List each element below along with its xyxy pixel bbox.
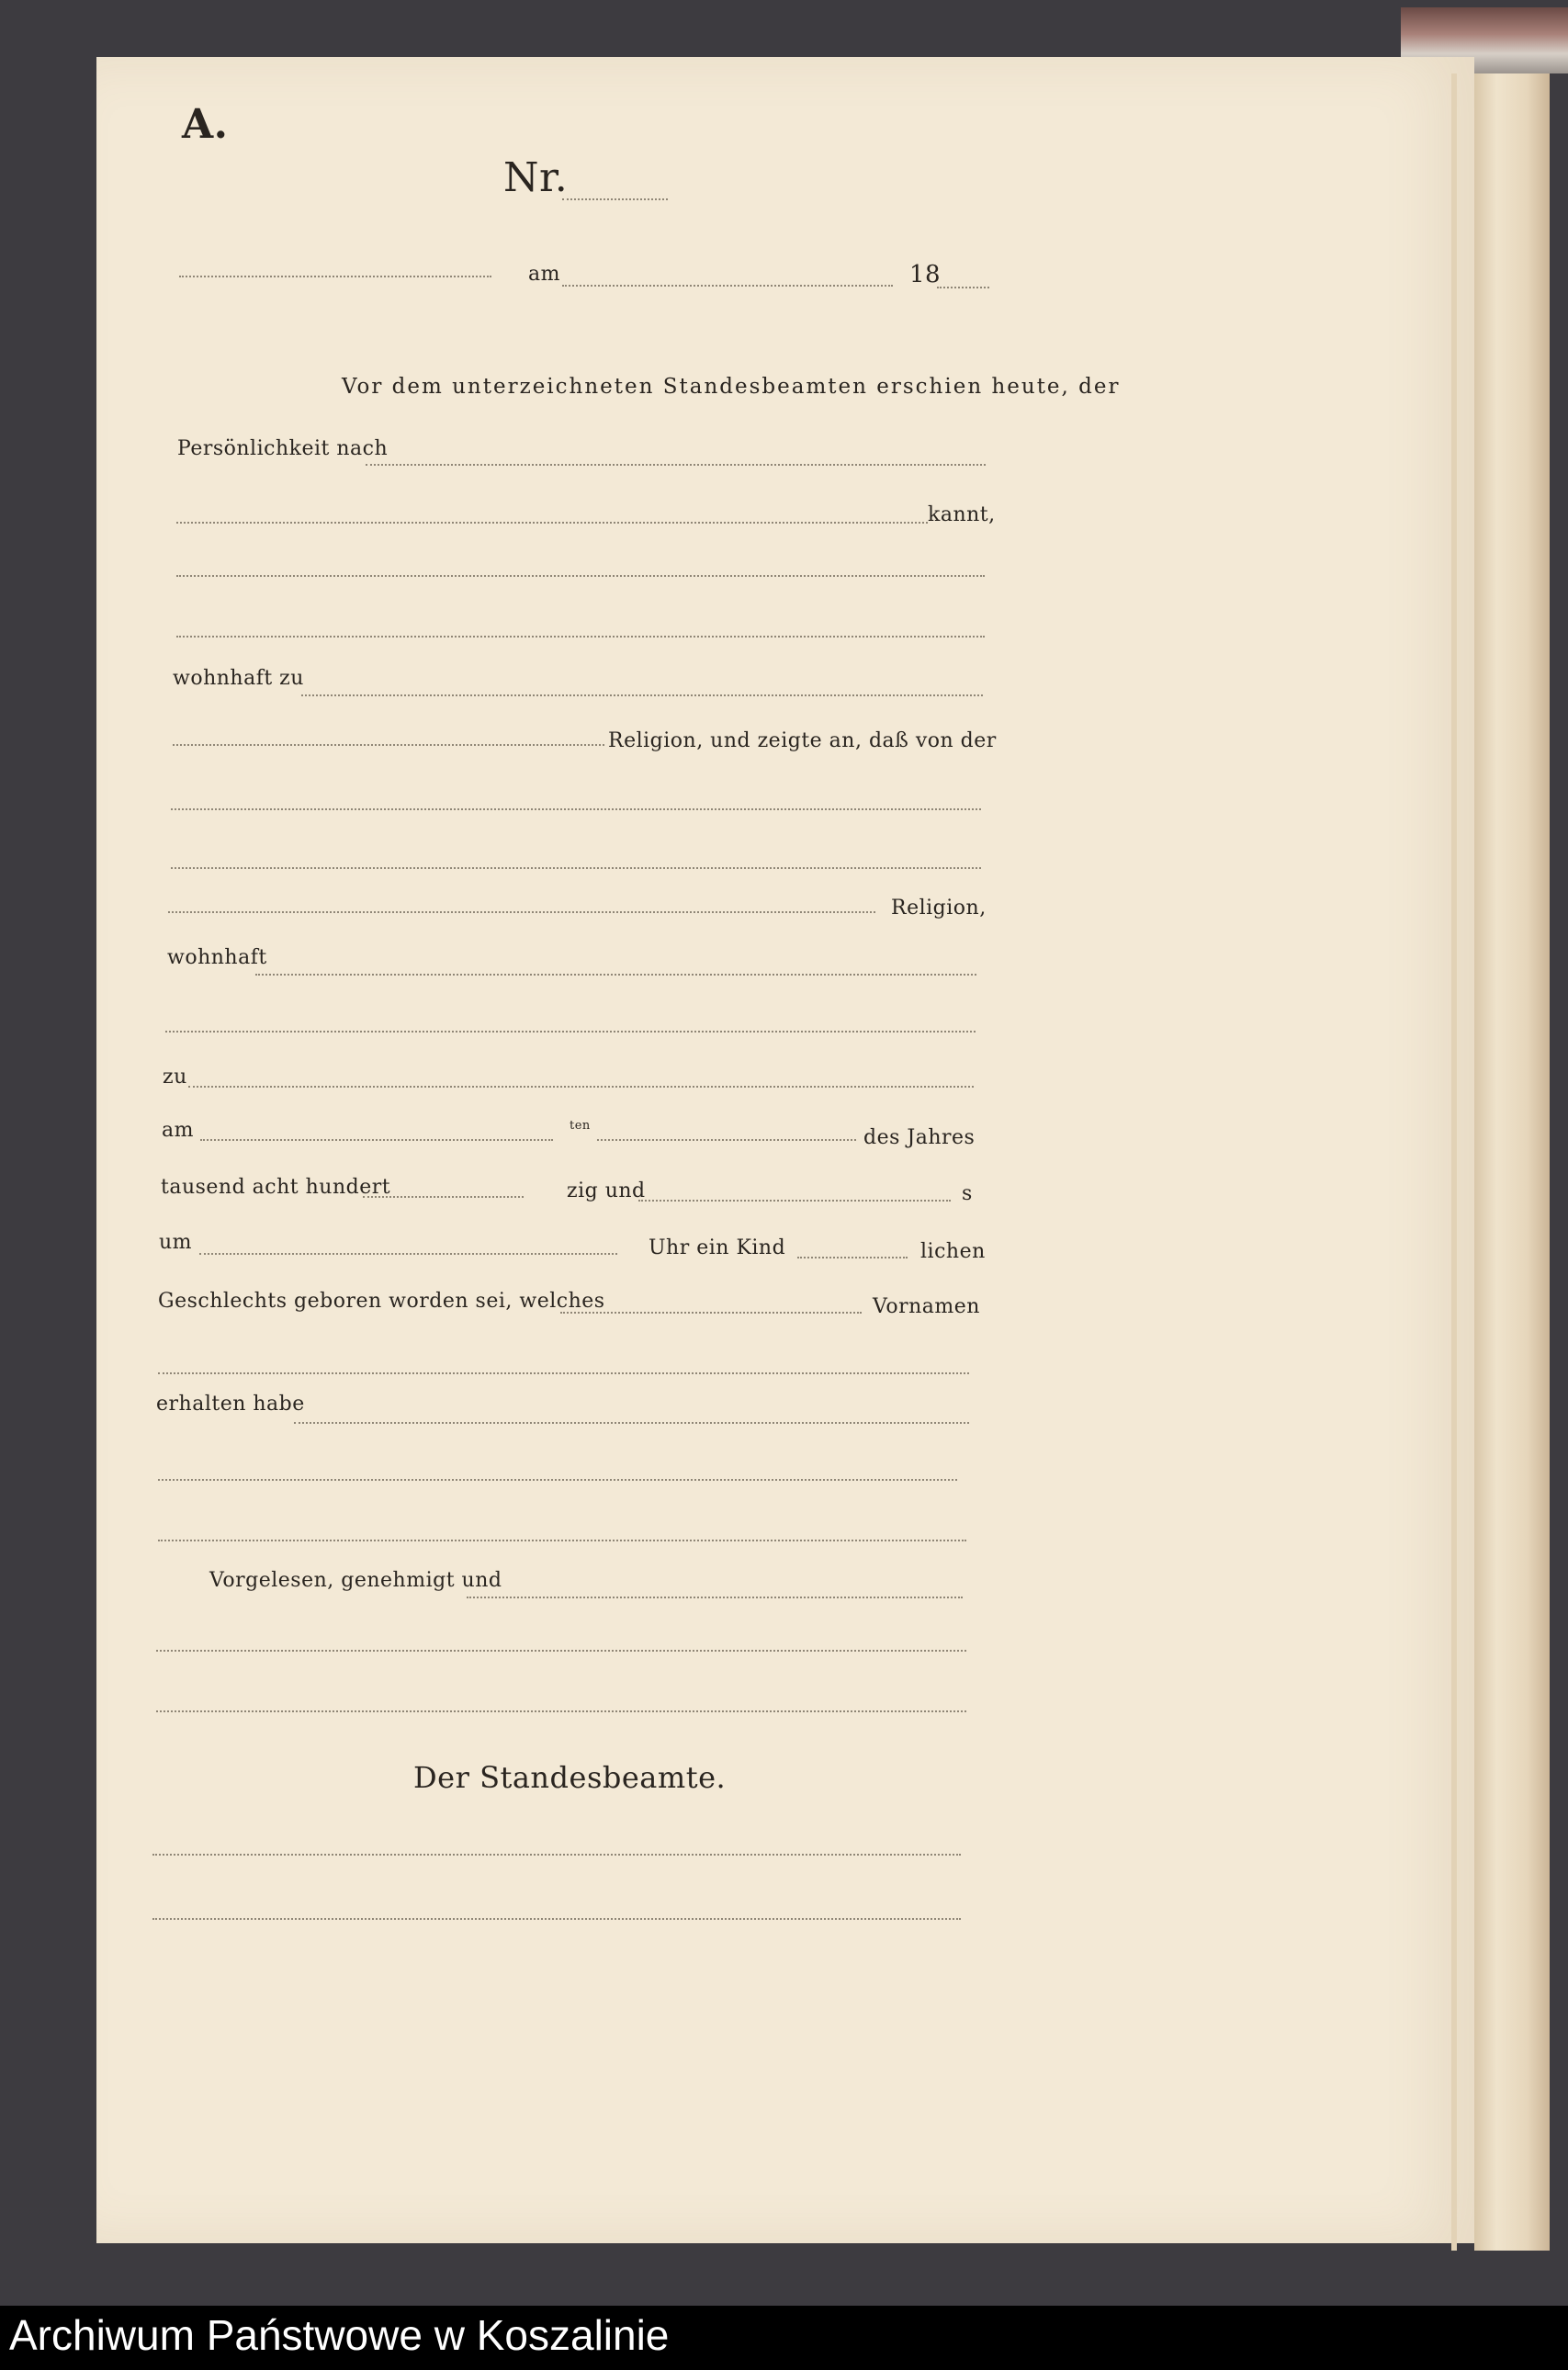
page-edge	[1474, 73, 1550, 2251]
vornamen-field[interactable]	[560, 1312, 862, 1314]
am-day-label: am	[162, 1119, 194, 1142]
wohnhaft-field[interactable]	[255, 974, 976, 976]
s-label: s	[962, 1182, 973, 1205]
date-field[interactable]	[562, 285, 893, 287]
signature-line-1[interactable]	[152, 1854, 961, 1856]
line-field-1[interactable]	[176, 575, 985, 577]
religion-field-2[interactable]	[168, 911, 875, 913]
time-field[interactable]	[199, 1253, 617, 1255]
religion-anzeige-text: Religion, und zeigte an, daß von der	[608, 729, 997, 752]
line-field-7[interactable]	[158, 1479, 957, 1481]
line-field-2[interactable]	[176, 636, 985, 638]
erhalten-habe-label: erhalten habe	[156, 1393, 305, 1416]
geschlechts-text: Geschlechts geboren worden sei, welches	[158, 1290, 605, 1313]
wohnhaft-zu-label: wohnhaft zu	[173, 667, 304, 690]
year-field[interactable]	[937, 287, 989, 288]
lichen-label: lichen	[920, 1240, 986, 1263]
um-label: um	[159, 1231, 193, 1254]
religion-label: Religion,	[891, 897, 987, 920]
line-field-8[interactable]	[158, 1540, 966, 1541]
tausend-label: tausend acht hundert	[161, 1176, 391, 1199]
wohnhaft-zu-field[interactable]	[301, 694, 983, 696]
des-jahres-label: des Jahres	[863, 1126, 976, 1149]
vorgelesen-text: Vorgelesen, genehmigt und	[209, 1569, 502, 1592]
decade-field[interactable]	[363, 1196, 524, 1198]
line-field-3[interactable]	[171, 808, 981, 810]
zu-field[interactable]	[188, 1086, 974, 1088]
line-field-9[interactable]	[156, 1650, 966, 1652]
persoenlichkeit-field[interactable]	[366, 464, 986, 466]
kannt-label: kannt,	[928, 503, 996, 526]
number-label: Nr.	[503, 154, 569, 201]
section-letter: A.	[182, 101, 229, 148]
intro-text: Vor dem unterzeichneten Standesbeamten erschien heute, der	[342, 375, 1121, 399]
erhalten-field[interactable]	[294, 1422, 969, 1424]
archive-name: Archiwum Państwowe w Koszalinie	[9, 2311, 670, 2359]
standesbeamte-title: Der Standesbeamte.	[413, 1760, 727, 1795]
ten-label: ten	[570, 1119, 591, 1133]
line-field-10[interactable]	[156, 1710, 966, 1712]
day-field[interactable]	[200, 1139, 553, 1141]
kannt-field[interactable]	[176, 522, 928, 524]
am-label: am	[528, 263, 560, 286]
number-field[interactable]	[562, 198, 668, 200]
month-field[interactable]	[597, 1139, 856, 1141]
sex-field[interactable]	[797, 1257, 908, 1258]
zig-und-label: zig und	[567, 1179, 646, 1202]
line-field-6[interactable]	[158, 1372, 969, 1374]
year-prefix: 18	[909, 261, 942, 288]
wohnhaft-label: wohnhaft	[167, 946, 267, 969]
zu-label: zu	[163, 1066, 187, 1089]
religion-field[interactable]	[173, 744, 604, 746]
uhr-kind-label: Uhr ein Kind	[649, 1236, 786, 1259]
line-field-5[interactable]	[165, 1031, 976, 1033]
vorgelesen-field[interactable]	[467, 1597, 963, 1598]
place-field[interactable]	[179, 276, 491, 277]
year-unit-field[interactable]	[638, 1200, 951, 1202]
page-fold	[1451, 73, 1457, 2251]
signature-line-2[interactable]	[152, 1918, 961, 1920]
vornamen-label: Vornamen	[873, 1295, 980, 1318]
line-field-4[interactable]	[171, 867, 981, 869]
persoenlichkeit-label: Persönlichkeit nach	[177, 437, 389, 460]
